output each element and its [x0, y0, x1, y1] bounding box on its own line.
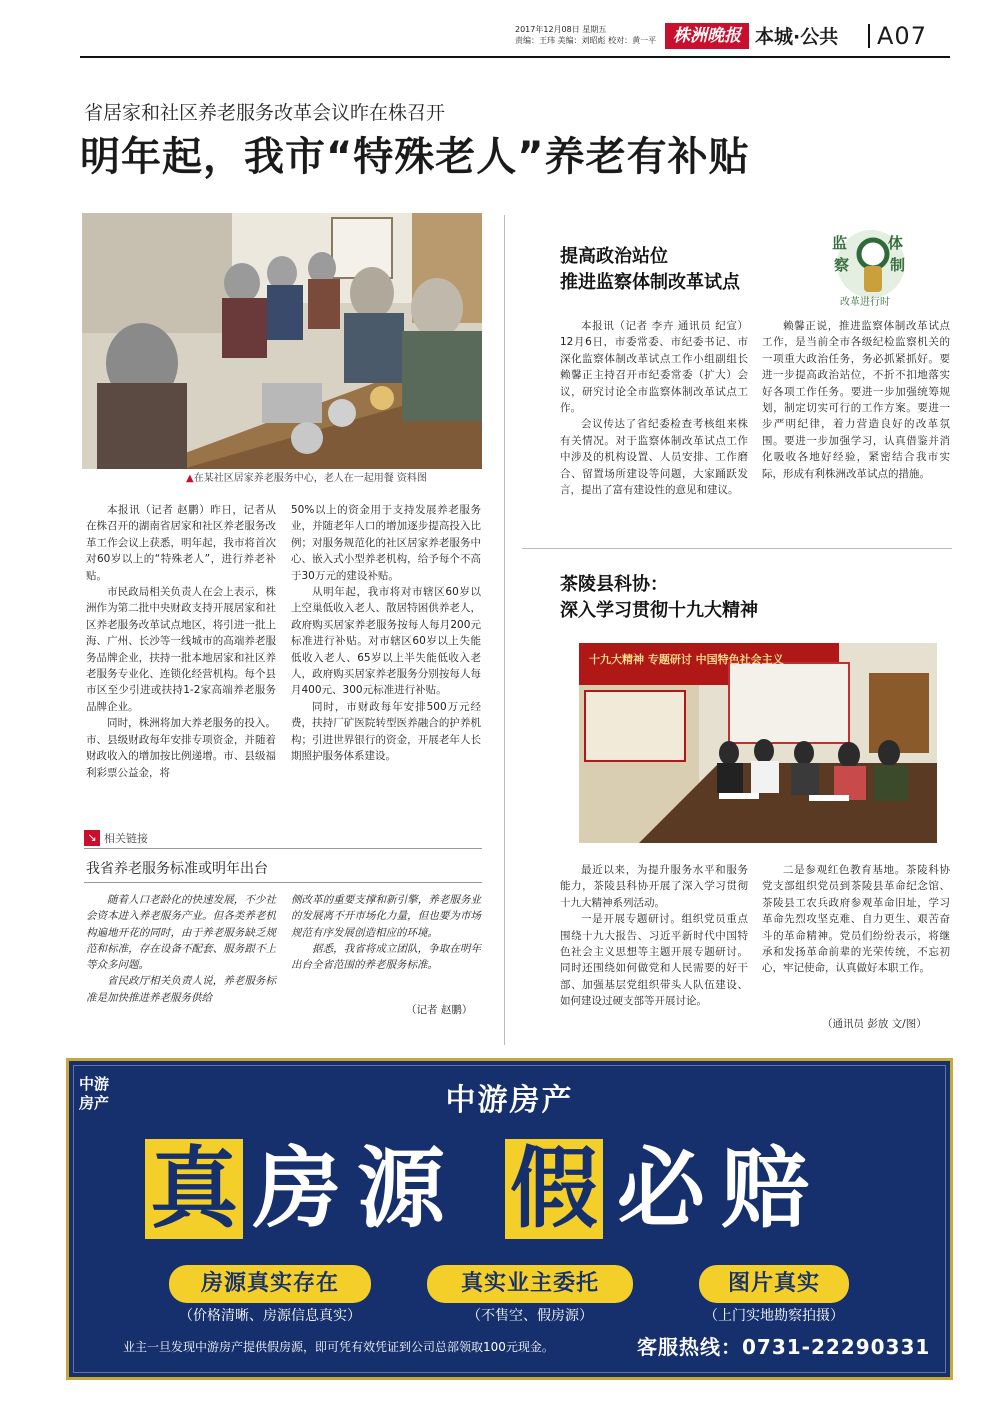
- ad-feature-note: （上门实地勘察拍摄）: [704, 1308, 844, 1324]
- supervision-reform-seal: [828, 226, 914, 316]
- paragraph: 赖馨正说，推进监察体制改革试点工作，是当前全市各级纪检监察机关的一项重大政治任务，务必抓紧抓好。要进一步提高政治站位，不折不扣地落实好各项工作任务。要进一步加强统筹规划，制定切实可行的工作方案。要进一步严明纪律，着力营造良好的改革氛围。要进一步加强学习，认真借鉴并消化吸收各地好经验，紧密结合我市实际，形成有利株洲改革试点的措施。: [762, 320, 950, 480]
- page-number: A07: [877, 22, 927, 50]
- newspaper-logo: 株洲晚报: [665, 23, 749, 49]
- header-divider: [868, 24, 870, 48]
- related-credit: （记者 赵鹏）: [406, 1004, 473, 1016]
- paragraph: 市民政局相关负责人在会上表示，株洲作为第二批中央财政支持开展居家和社区养老服务改革试点地区，将引进一批上海、广州、长沙等一线城市的高端养老服务品牌企业，扶持一批本地居家和社区养老服务专业化、连锁化经营机构。每个县市区至少引进或扶持1-2家高端养老服务品牌企业。: [86, 586, 276, 713]
- paragraph: 同时，株洲将加大养老服务的投入。市、县级财政每年安排专项资金，并随着财政收入的增加按比例递增。市、县级福利彩票公益金，将: [86, 717, 276, 779]
- caption-triangle-icon: ▲: [186, 473, 194, 484]
- section-name: 本城·公共: [755, 26, 839, 48]
- ad-guarantee-note: 业主一旦发现中游房产提供假房源，即可凭有效凭证到公司总部领取100元现金。: [123, 1340, 554, 1354]
- related-col-2: [291, 892, 481, 973]
- real-estate-ad: [66, 1058, 953, 1380]
- slogan-char: 赔: [721, 1137, 810, 1240]
- main-col-2: [291, 502, 481, 765]
- seal-caption: 改革进行时: [840, 297, 890, 308]
- slogan-char: 必: [617, 1137, 706, 1240]
- photo-caption: ▲在某社区居家养老服务中心，老人在一起用餐 资料图: [186, 473, 427, 484]
- ad-brand: 中游房产: [445, 1083, 574, 1118]
- masthead: [515, 20, 955, 54]
- seal-char: 察: [834, 256, 850, 274]
- story2-title-1: 提高政治站位: [560, 246, 668, 267]
- paragraph: 随着人口老龄化的快速发展，不少社会资本进入养老服务产业。但各类养老机构遍地开花的同时，由于养老服务缺乏规范和标准，存在设备不配套、服务跟不上等众多问题。: [86, 894, 276, 972]
- main-col-1: [86, 502, 276, 781]
- paragraph: 二是参观红色教育基地。茶陵科协党支部组织党员到茶陵县革命纪念馆、茶陵县工农兵政府参观革命旧址，学习革命先烈攻坚克难、自力更生、艰苦奋斗的革命精神。党员们纷纷表示，将继承和发扬革命前辈的光荣传统，不忘初心，牢记使命，认真做好本职工作。: [762, 864, 950, 975]
- ad-feature-note: （不售空、假房源）: [467, 1308, 593, 1324]
- seal-char: 体: [888, 234, 904, 252]
- related-link-tag: ↘ 相关链接: [84, 830, 148, 848]
- related-rule: [84, 848, 482, 849]
- paragraph: 本报讯（记者 李卉 通讯员 纪宣）12月6日，市委常委、市纪委书记、市深化监察体制改革试点工作小组副组长赖馨正主持召开市纪委常委（扩大）会议，研究讨论全市监察体制改革试点工作。: [560, 320, 748, 415]
- ad-feature-note: （价格清晰、房源信息真实）: [179, 1308, 361, 1324]
- story2-col-1: [560, 318, 748, 498]
- issue-meta: [515, 24, 665, 46]
- paragraph: 从明年起，我市将对市辖区60岁以上空巢低收入老人、散居特困供养老人，政府购买居家养老服务按每人每月200元标准进行补贴。对市辖区60岁以上失能低收入老人、65岁以上半失能低收入老人，政府购买居家养老服务分别按每人每月400元、300元标准进行补贴。: [291, 586, 481, 697]
- ad-feature-pill: 房源真实存在: [169, 1265, 371, 1303]
- study-meeting-photo: [579, 643, 937, 843]
- ad-feature-pill: 真实业主委托: [427, 1265, 633, 1303]
- ad-footer-bar: [69, 1329, 950, 1363]
- slogan-char: 源: [357, 1137, 446, 1240]
- photo-banner-text: 十九大精神 专题研讨 中国特色社会主义: [589, 653, 784, 666]
- story2-col-2: [762, 318, 950, 482]
- paragraph: 据悉，我省将成立团队，争取在明年出台全省范围的养老服务标准。: [291, 942, 481, 972]
- elderly-dining-illustration: [82, 213, 482, 469]
- paragraph: 本报讯（记者 赵鹏）昨日，记者从在株召开的湖南省居家和社区养老服务改革工作会议上获悉，明年起，我市将首次对60岁以上的“特殊老人”，进行养老补贴。: [86, 504, 276, 582]
- elderly-dining-photo: [82, 213, 482, 469]
- ad-hotline: 客服热线：0731-22290331: [637, 1335, 931, 1359]
- related-rule: [84, 882, 482, 883]
- story3-col-1: [560, 862, 748, 1010]
- paragraph: 一是开展专题研讨。组织党员重点围绕十九大报告、习近平新时代中国特色社会主义思想等主题开展专题研讨。同时还围绕如何做党和人民需要的好干部、加强基层党组织带头人队伍建设、如何建设过硬支部等开展讨论。: [560, 913, 748, 1008]
- paragraph: 会议传达了省纪委检查考核组来株有关情况。对于监察体制改革试点工作中涉及的机构设置、人员安排、工作磨合、留置场所建设等问题，大家踊跃发言，提出了富有建设性的意见和建议。: [560, 418, 748, 497]
- story3-title-1: 茶陵县科协：: [560, 574, 668, 595]
- seal-char: 监: [832, 234, 848, 252]
- paragraph: 侧改革的重要支撑和新引擎，养老服务业的发展离不开市场化力量，但也要为市场规范有序发展创造相应的环境。: [291, 894, 481, 939]
- issue-date: 2017年12月08日 星期五: [515, 25, 607, 34]
- story2-title-2: 推进监察体制改革试点: [560, 272, 740, 293]
- slogan-char: 房: [253, 1137, 342, 1240]
- story3-credit: （通讯员 彭放 文/图）: [822, 1018, 927, 1030]
- ad-feature-pill: 图片真实: [699, 1265, 849, 1303]
- editor-credits: 责编：王玮 美编：刘昭彪 校对：黄一平: [515, 36, 657, 45]
- story-divider: [522, 548, 952, 549]
- slogan-char: 真: [145, 1139, 243, 1239]
- top-rule: [80, 56, 950, 58]
- arrow-icon: ↘: [84, 830, 100, 846]
- paragraph: 50%以上的资金用于支持发展养老服务业，并随老年人口的增加逐步提高投入比例；对服务规范化的社区居家养老服务中心、嵌入式小型养老机构，给予每个不高于30万元的建设补贴。: [291, 504, 481, 582]
- related-title: 我省养老服务标准或明年出台: [86, 861, 268, 877]
- ad-logo: 中游 房产: [79, 1075, 110, 1112]
- main-kicker: 省居家和社区养老服务改革会议昨在株召开: [84, 102, 446, 124]
- column-divider: [504, 215, 505, 1045]
- study-meeting-illustration: [579, 643, 937, 843]
- paragraph: 同时，市财政每年安排500万元经费，扶持厂矿医院转型医养融合的护养机构；引进世界银行的资金，开展老年人长期照护服务体系建设。: [291, 700, 481, 763]
- story3-col-2: [762, 862, 950, 977]
- seal-char: 制: [890, 256, 906, 274]
- story3-title-2: 深入学习贯彻十九大精神: [560, 600, 758, 621]
- ad-slogan: [145, 1139, 905, 1239]
- related-col-1: [86, 892, 276, 1006]
- paragraph: 最近以来，为提升服务水平和服务能力，茶陵县科协开展了深入学习贯彻十九大精神系列活动。: [560, 864, 748, 909]
- slogan-char: 假: [505, 1139, 603, 1239]
- main-headline: 明年起，我市“特殊老人”养老有补贴: [80, 134, 750, 180]
- paragraph: 省民政厅相关负责人说，养老服务标准是加快推进养老服务供给: [86, 975, 276, 1004]
